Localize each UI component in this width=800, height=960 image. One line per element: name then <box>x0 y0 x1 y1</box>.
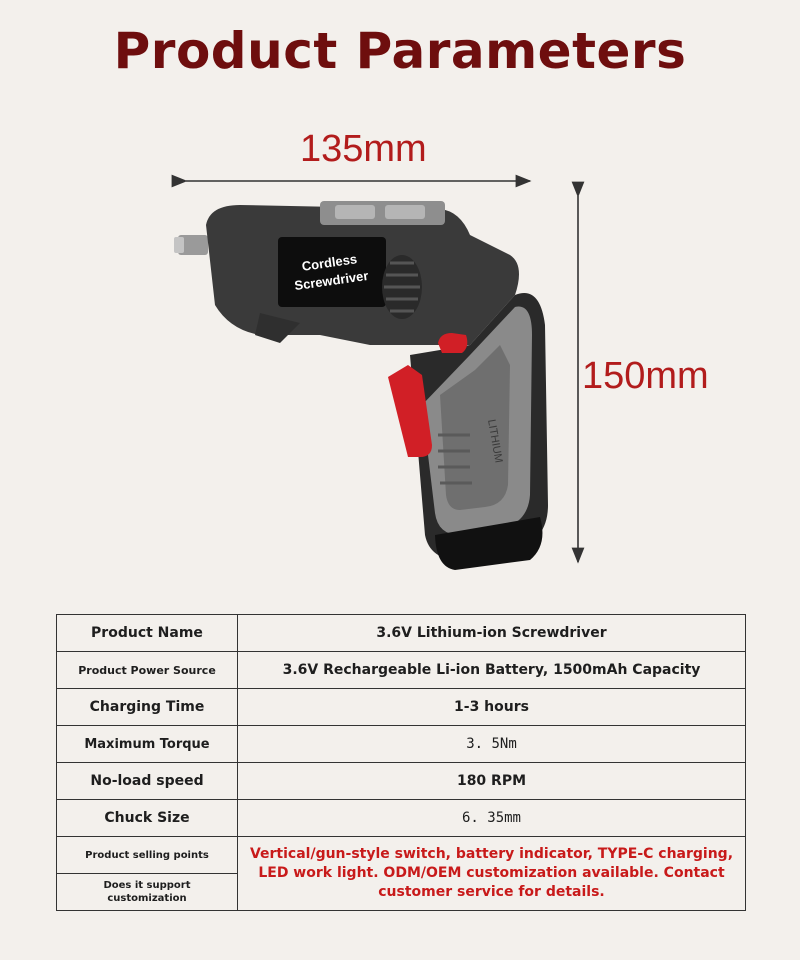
screwdriver-image <box>170 195 560 575</box>
parameters-table <box>56 614 746 911</box>
row-label: Product Power Source <box>57 652 238 689</box>
row-label: Maximum Torque <box>57 726 238 763</box>
table-row <box>57 837 746 874</box>
row-label: Charging Time <box>57 689 238 726</box>
table-row <box>57 763 746 800</box>
label-text-2: Screwdriver <box>293 267 370 294</box>
row-label: Chuck Size <box>57 800 238 837</box>
row-label: Product Name <box>57 615 238 652</box>
row-value: 180 RPM <box>238 763 746 800</box>
height-dimension-label: 150mm <box>582 355 709 397</box>
width-dimension-label: 135mm <box>300 128 427 170</box>
table-row <box>57 800 746 837</box>
table-row <box>57 726 746 763</box>
row-value: 3. 5Nm <box>238 726 746 763</box>
row-label: Product selling points <box>57 837 238 874</box>
row-value: 3.6V Rechargeable Li-ion Battery, 1500mAh Capacity <box>238 652 746 689</box>
row-label: No-load speed <box>57 763 238 800</box>
table-row <box>57 615 746 652</box>
lithium-text: LITHIUM <box>485 418 505 464</box>
selling-points-value: Vertical/gun-style switch, battery indicator, TYPE-C charging, LED work light. ODM/OEM customization available. Contact customer service for details. <box>238 837 746 911</box>
table-row <box>57 689 746 726</box>
row-value: 3.6V Lithium-ion Screwdriver <box>238 615 746 652</box>
page-title: Product Parameters <box>113 22 687 80</box>
table-row <box>57 652 746 689</box>
label-text-1: Cordless <box>300 251 358 274</box>
row-value: 1-3 hours <box>238 689 746 726</box>
direction-button <box>438 333 467 353</box>
row-value: 6. 35mm <box>238 800 746 837</box>
row-label: Does it support customization <box>57 874 238 911</box>
